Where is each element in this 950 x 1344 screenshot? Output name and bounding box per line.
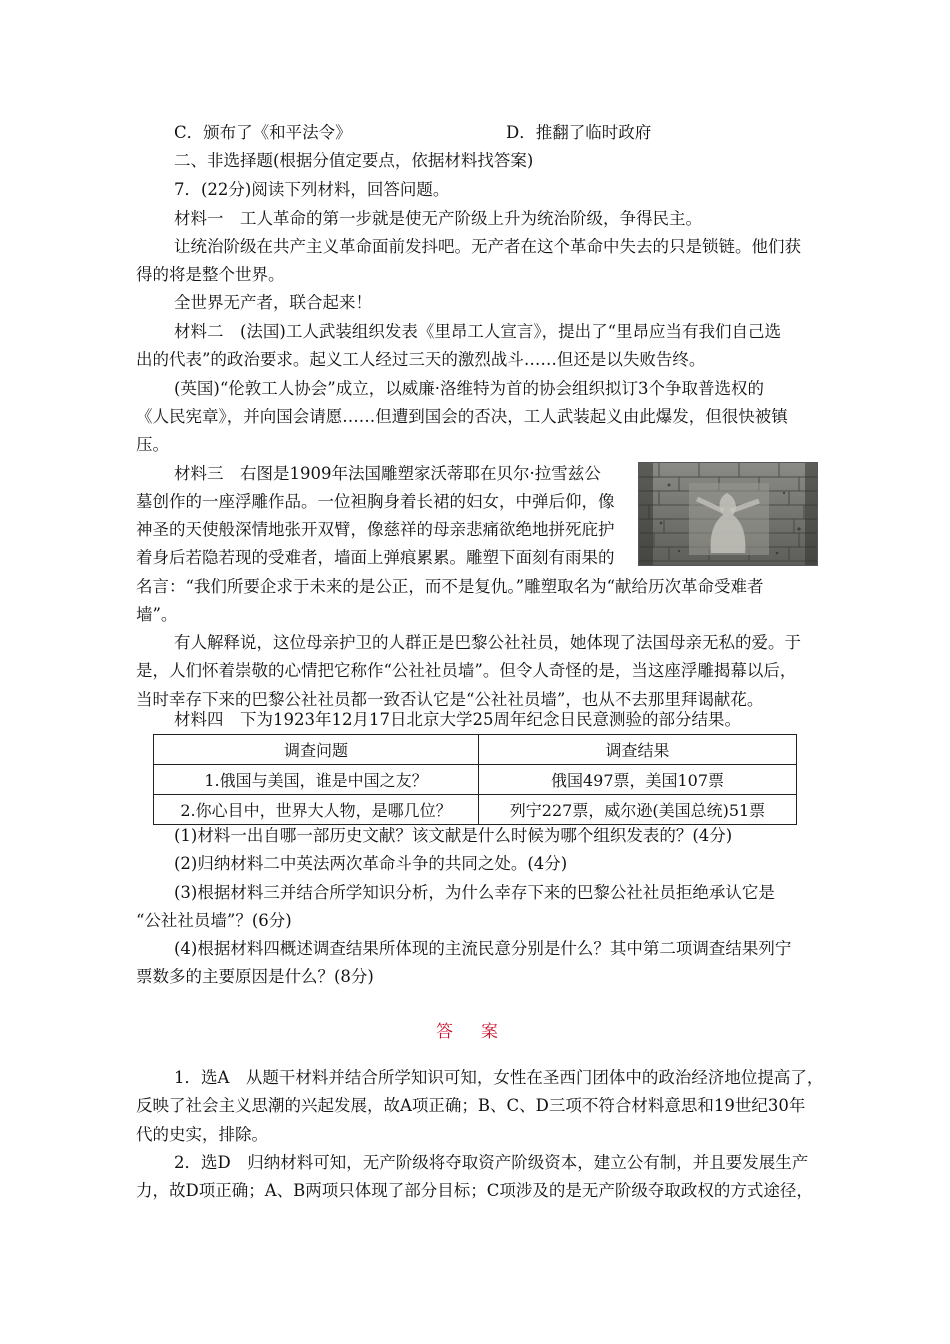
- material-2-line: (英国)“伦敦工人协会”成立，以威廉·洛维特为首的协会组织拟订3个争取普选权的: [174, 379, 764, 398]
- material-3-line: 墓创作的一座浮雕作品。一位袒胸身着长裙的妇女，中弹后仰，像: [136, 492, 615, 511]
- material-2-line: 压。: [136, 435, 169, 454]
- answer-line: 2．选D 归纳材料可知，无产阶级将夺取资产阶级资本，建立公有制，并且要发展生产: [174, 1153, 809, 1172]
- option-d: D．推翻了临时政府: [506, 123, 652, 142]
- survey-table: [153, 734, 797, 825]
- material-1-line: 让统治阶级在共产主义革命面前发抖吧。无产者在这个革命中失去的只是锁链。他们获: [174, 237, 801, 256]
- option-c: C．颁布了《和平法令》: [174, 123, 352, 142]
- material-3-line: 名言：“我们所要企求于未来的是公正，而不是复仇。”雕塑取名为“献给历次革命受难者: [136, 577, 764, 596]
- material-3-line: 当时幸存下来的巴黎公社社员都一致否认它是“公社社员墙”，也从不去那里拜谒献花。: [136, 690, 764, 709]
- sub-question: 票数多的主要原因是什么？(8分): [136, 967, 374, 986]
- table-cell: 2.你心目中，世界大人物，是哪几位？: [154, 795, 479, 825]
- table-header-row: [154, 735, 797, 765]
- table-cell: 俄国497票，美国107票: [479, 765, 797, 795]
- table-header: 调查问题: [154, 735, 479, 765]
- sub-question: (4)根据材料四概述调查结果所体现的主流民意分别是什么？其中第二项调查结果列宁: [174, 939, 792, 958]
- section-heading: 二、非选择题(根据分值定要点，依据材料找答案): [174, 151, 534, 170]
- material-3-line: 着身后若隐若现的受难者，墙面上弹痕累累。雕塑下面刻有雨果的: [136, 548, 615, 567]
- material-3-line: 有人解释说，这位母亲护卫的人群正是巴黎公社社员，她体现了法国母亲无私的爱。于: [174, 633, 801, 652]
- table-cell: 列宁227票，威尔逊(美国总统)51票: [479, 795, 797, 825]
- sub-question: (2)归纳材料二中英法两次革命斗争的共同之处。(4分): [174, 854, 568, 873]
- table-row: [154, 795, 797, 825]
- material-3-line: 材料三 右图是1909年法国雕塑家沃蒂耶在贝尔·拉雪兹公: [174, 464, 601, 483]
- answer-title: 答案: [436, 1022, 526, 1042]
- question-7-intro: 7．(22分)阅读下列材料，回答问题。: [174, 180, 450, 199]
- material-1-line: 全世界无产者，联合起来！: [174, 293, 372, 312]
- sub-question: (1)材料一出自哪一部历史文献？该文献是什么时候为哪个组织发表的？(4分): [174, 826, 733, 845]
- material-4-intro: 材料四 下为1923年12月17日北京大学25周年纪念日民意测验的部分结果。: [174, 710, 741, 729]
- material-1-line: 材料一 工人革命的第一步就是使无产阶级上升为统治阶级，争得民主。: [174, 209, 702, 228]
- sub-question: “公社社员墙”？(6分): [136, 911, 292, 930]
- material-2-line: 出的代表”的政治要求。起义工人经过三天的激烈战斗……但还是以失败告终。: [136, 350, 706, 369]
- relief-sculpture-photo: [638, 462, 818, 566]
- table-header: 调查结果: [479, 735, 797, 765]
- table-cell: 1.俄国与美国，谁是中国之友？: [154, 765, 479, 795]
- answer-line: 力，故D项正确；A、B两项只体现了部分目标；C项涉及的是无产阶级夺取政权的方式途径，: [136, 1181, 813, 1200]
- material-3-line: 是，人们怀着崇敬的心情把它称作“公社社员墙”。但令人奇怪的是，当这座浮雕揭幕以后，: [136, 661, 797, 680]
- material-1-line: 得的将是整个世界。: [136, 265, 285, 284]
- material-3-line: 墙”。: [136, 605, 178, 624]
- answer-line: 1．选A 从题干材料并结合所学知识可知，女性在圣西门团体中的政治经济地位提高了，: [174, 1068, 824, 1087]
- sub-question: (3)根据材料三并结合所学知识分析，为什么幸存下来的巴黎公社社员拒绝承认它是: [174, 883, 775, 902]
- answer-line: 反映了社会主义思潮的兴起发展，故A项正确；B、C、D三项不符合材料意思和19世纪30年: [136, 1096, 806, 1115]
- table-row: [154, 765, 797, 795]
- material-3-line: 神圣的天使般深情地张开双臂，像慈祥的母亲悲痛欲绝地拼死庇护: [136, 520, 615, 539]
- answer-line: 代的史实，排除。: [136, 1125, 268, 1144]
- material-2-line: 《人民宪章》，并向国会请愿……但遭到国会的否决，工人武装起义由此爆发，但很快被镇: [136, 407, 788, 426]
- material-2-line: 材料二 (法国)工人武装组织发表《里昂工人宣言》，提出了“里昂应当有我们自己选: [174, 322, 782, 341]
